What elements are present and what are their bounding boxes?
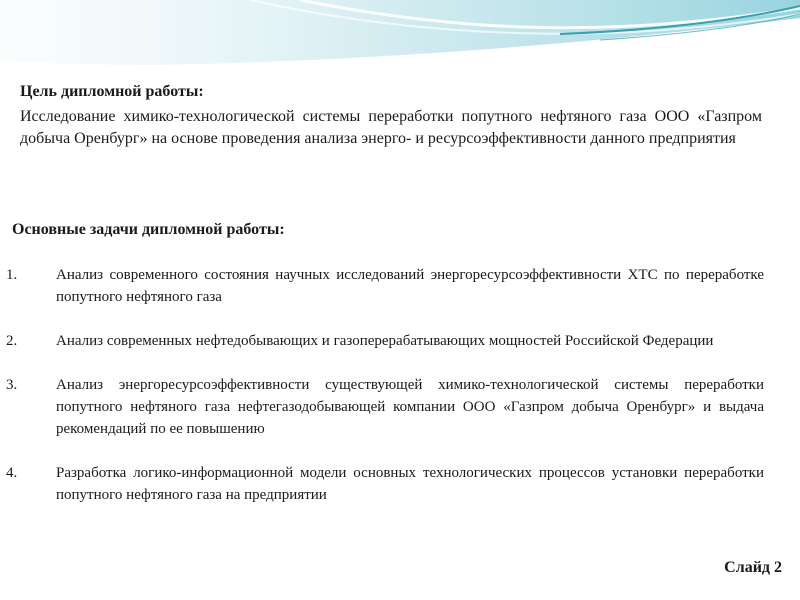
task-text: Анализ современных нефтедобывающих и газоперерабатывающих мощностей Российской Федерации [56,333,714,349]
tasks-title: Основные задачи дипломной работы: [12,221,285,238]
task-item [6,462,764,506]
task-item [6,330,764,352]
goal-text: Исследование химико-технологической системы переработки попутного нефтяного газа ООО «Газпром добыча Оренбург» на основе проведения анализа энерго- и ресурсоэффективности данного предприятия [20,108,762,147]
header-decoration [0,0,800,80]
slide-number: Слайд 2 [724,559,782,576]
task-text: Анализ современного состояния научных исследований энергоресурсоэффективности ХТС по переработке попутного нефтяного газа [56,267,764,305]
task-text: Анализ энергоресурсоэффективности существующей химико-технологической системы переработки попутного нефтяного газа нефтегазодобывающей компании ООО «Газпром добыча Оренбург» и выдача рекомендаций по ее повышению [56,377,764,437]
task-number: 4. [6,465,18,481]
task-number: 1. [6,267,18,283]
task-list [6,264,764,528]
task-text: Разработка логико-информационной модели основных технологических процессов установки переработки попутного нефтяного газа на предприятии [56,465,764,503]
goal-title: Цель дипломной работы: [20,83,204,100]
goal-section [20,82,762,150]
task-number: 3. [6,377,18,393]
task-number: 2. [6,333,18,349]
task-item [6,264,764,308]
task-item [6,374,764,440]
